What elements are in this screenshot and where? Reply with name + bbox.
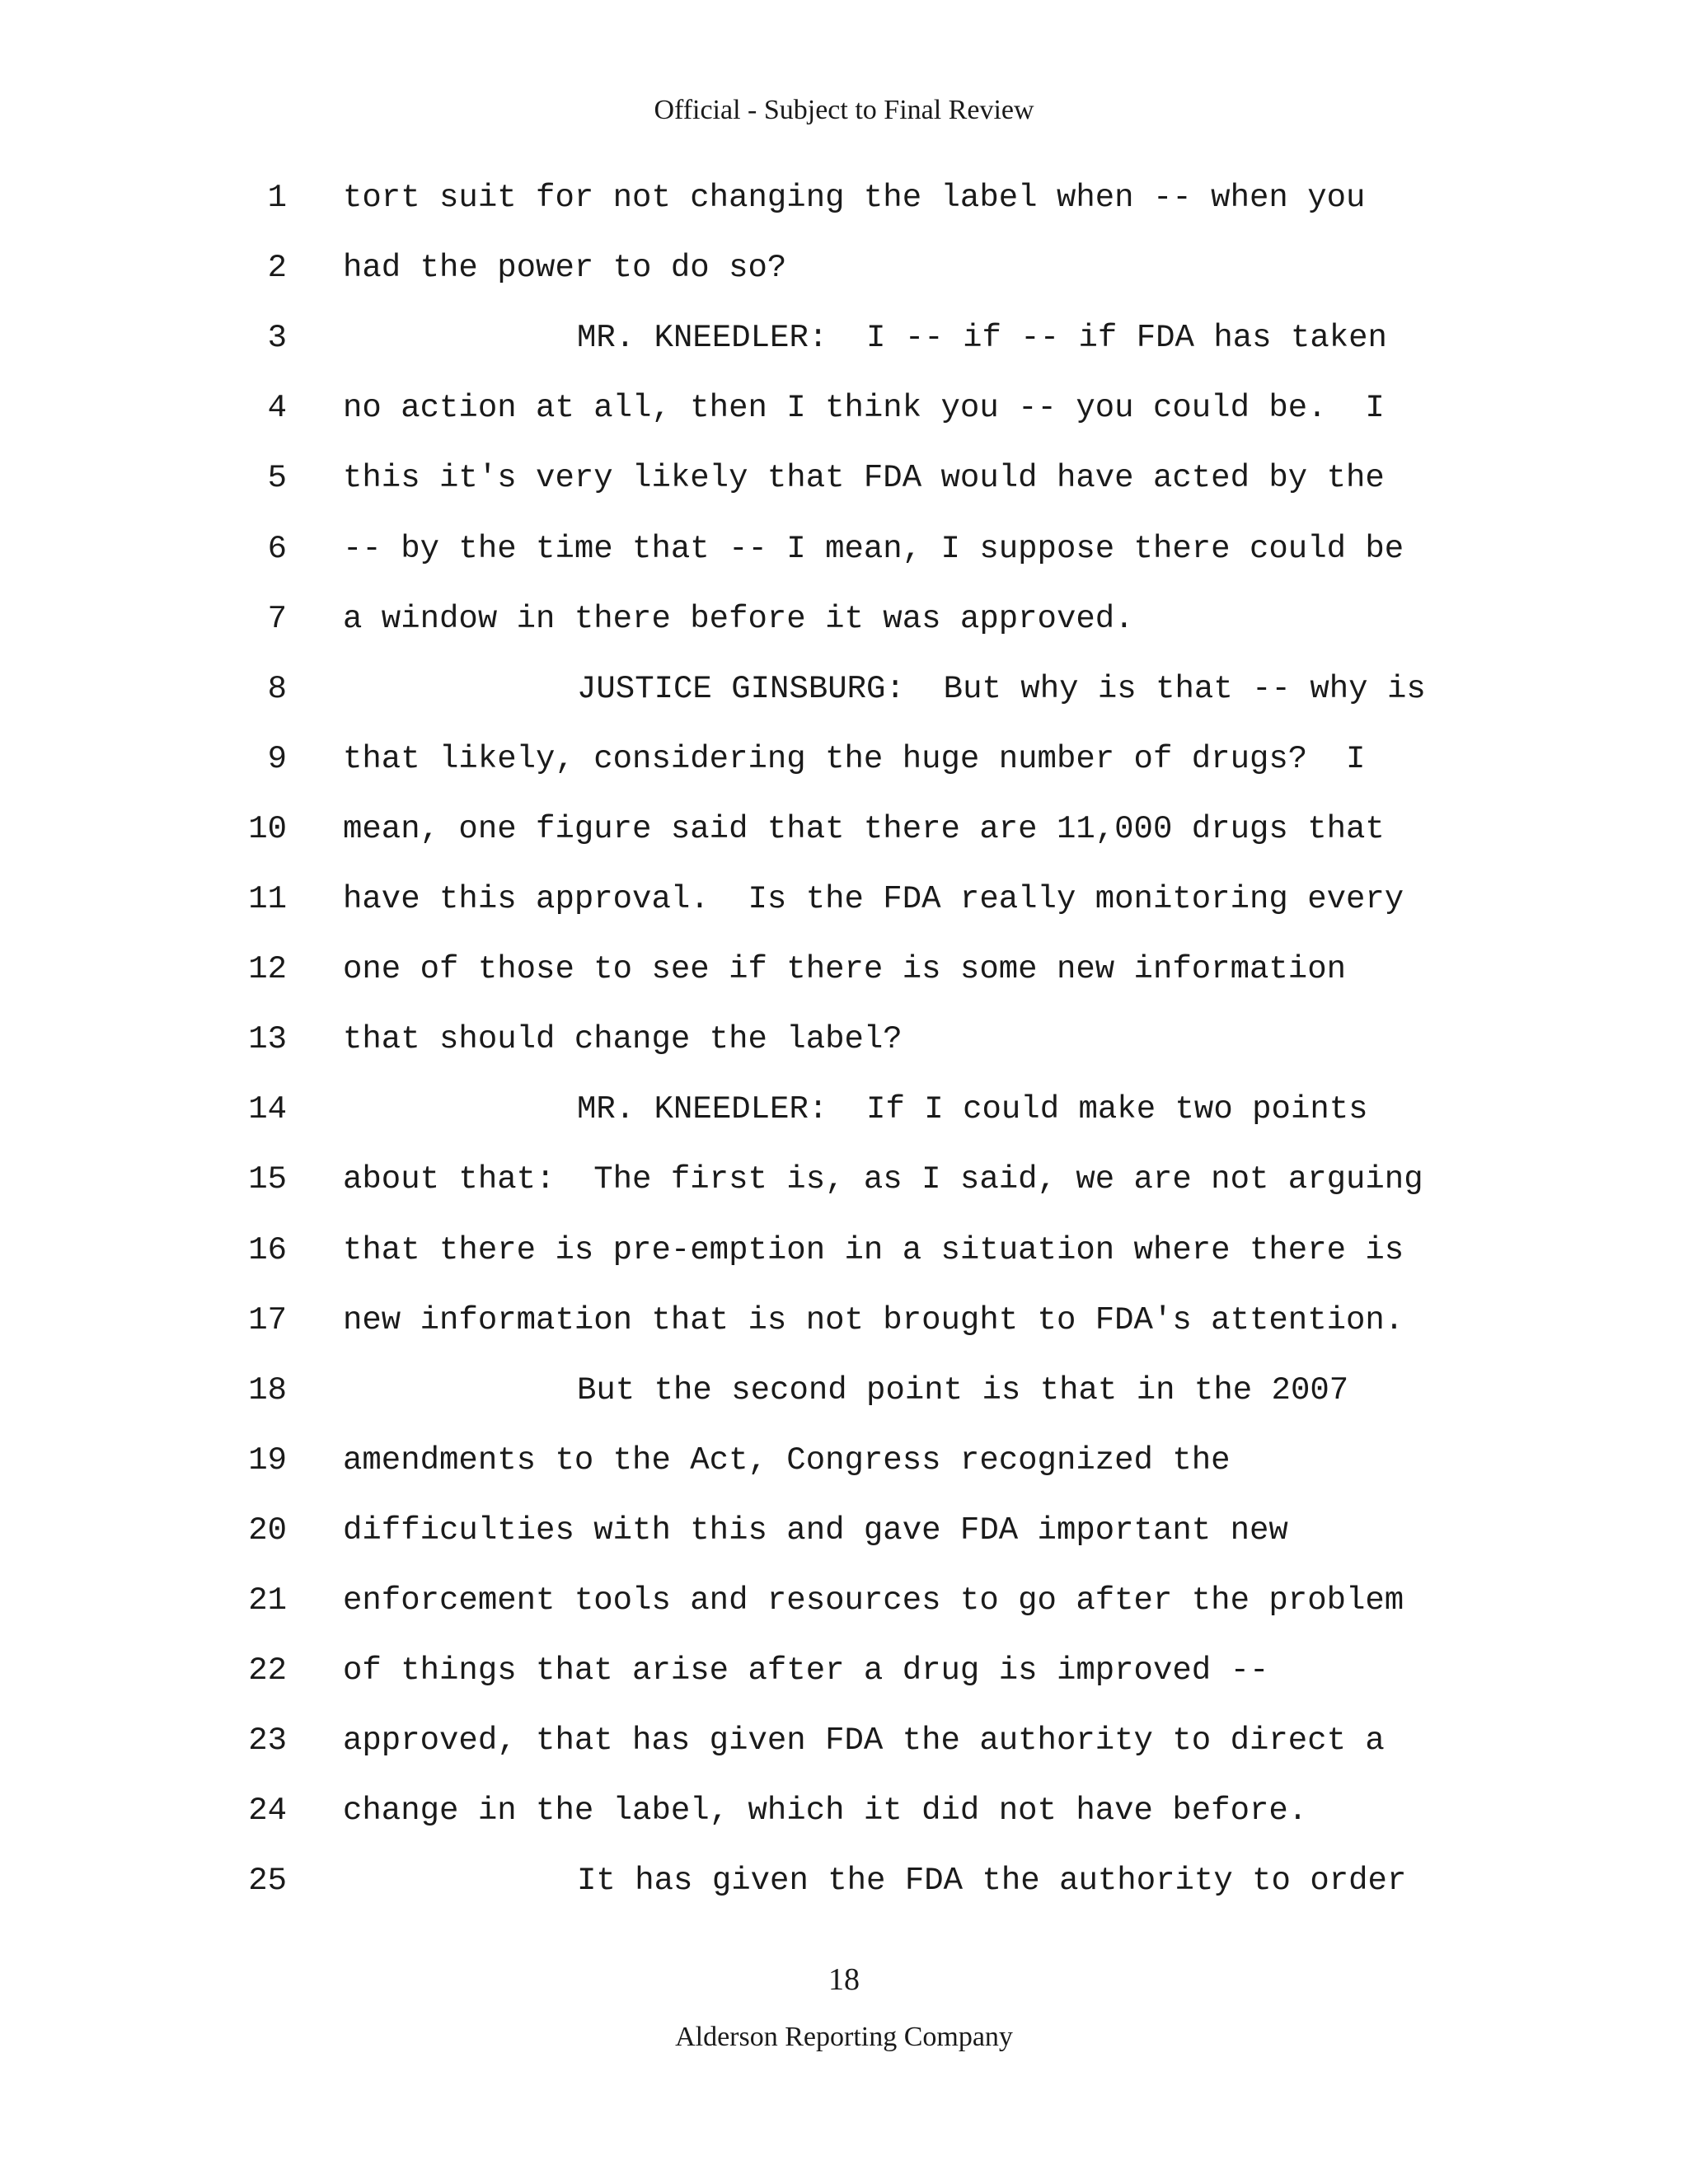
line-number: 25 [248,1863,287,1899]
line-number: 6 [267,531,287,567]
line-text: one of those to see if there is some new information [343,951,1346,987]
line-number: 21 [248,1582,287,1619]
transcript-line [0,1366,1688,1415]
page-number: 18 [828,1962,860,1997]
line-number: 17 [248,1302,287,1338]
line-number: 19 [248,1442,287,1479]
transcript-line [0,1296,1688,1345]
transcript-line [0,734,1688,784]
line-text: amendments to the Act, Congress recognized the [343,1442,1231,1479]
line-text: of things that arise after a drug is improved -- [343,1652,1269,1689]
transcript-line [0,1786,1688,1835]
transcript-line [0,1015,1688,1064]
transcript-line [0,804,1688,854]
line-number: 4 [267,390,287,426]
line-text: a window in there before it was approved. [343,601,1134,637]
line-text: had the power to do so? [343,250,787,286]
line-text: change in the label, which it did not have before. [343,1793,1308,1829]
transcript-line [0,1155,1688,1204]
line-text: -- by the time that -- I mean, I suppose there could be [343,531,1404,567]
line-number: 22 [248,1652,287,1689]
line-text: this it's very likely that FDA would have acted by the [343,460,1385,496]
line-text: enforcement tools and resources to go after the problem [343,1582,1404,1619]
line-text: have this approval. Is the FDA really monitoring every [343,881,1404,917]
line-number: 5 [267,460,287,496]
line-number: 12 [248,951,287,987]
line-number: 15 [248,1161,287,1197]
line-number: 23 [248,1722,287,1759]
line-number: 8 [267,671,287,707]
transcript-line [0,173,1688,223]
line-text: tort suit for not changing the label when -- when you [343,180,1366,216]
transcript-line [0,1085,1688,1134]
transcript-line [0,874,1688,924]
transcript-line [0,383,1688,433]
page-header: Official - Subject to Final Review [654,95,1034,125]
transcript-line [0,313,1688,363]
transcript-line [0,1226,1688,1275]
line-text: that likely, considering the huge number of drugs? I [343,741,1366,777]
line-number: 1 [267,180,287,216]
line-text: MR. KNEEDLER: I -- if -- if FDA has taken [577,320,1387,356]
transcript-line [0,524,1688,574]
line-text: difficulties with this and gave FDA important new [343,1512,1288,1549]
transcript-line [0,1436,1688,1485]
line-text: about that: The first is, as I said, we are not arguing [343,1161,1423,1197]
transcript-line [0,1506,1688,1555]
line-text: no action at all, then I think you -- you could be. I [343,390,1385,426]
line-number: 24 [248,1793,287,1829]
line-number: 18 [248,1372,287,1408]
line-number: 11 [248,881,287,917]
line-text: that there is pre-emption in a situation where there is [343,1232,1404,1268]
line-text: mean, one figure said that there are 11,000 drugs that [343,811,1385,847]
transcript-line [0,944,1688,994]
transcript-line [0,243,1688,293]
line-text: But the second point is that in the 2007 [577,1372,1349,1408]
line-text: It has given the FDA the authority to order [577,1863,1407,1899]
line-text: new information that is not brought to FDA's attention. [343,1302,1404,1338]
line-number: 3 [267,320,287,356]
line-number: 7 [267,601,287,637]
transcript-line [0,453,1688,503]
line-number: 20 [248,1512,287,1549]
line-number: 16 [248,1232,287,1268]
transcript-line [0,594,1688,644]
line-number: 13 [248,1021,287,1057]
line-text: MR. KNEEDLER: If I could make two points [577,1091,1368,1127]
transcript-line [0,1646,1688,1695]
line-number: 10 [248,811,287,847]
transcript-line [0,1576,1688,1625]
transcript-line [0,664,1688,714]
transcript-line [0,1856,1688,1905]
line-number: 2 [267,250,287,286]
line-text: JUSTICE GINSBURG: But why is that -- why is [577,671,1426,707]
line-number: 14 [248,1091,287,1127]
line-text: that should change the label? [343,1021,903,1057]
page-footer: Alderson Reporting Company [675,2022,1013,2052]
line-text: approved, that has given FDA the authority to direct a [343,1722,1385,1759]
line-number: 9 [267,741,287,777]
transcript-line [0,1716,1688,1765]
